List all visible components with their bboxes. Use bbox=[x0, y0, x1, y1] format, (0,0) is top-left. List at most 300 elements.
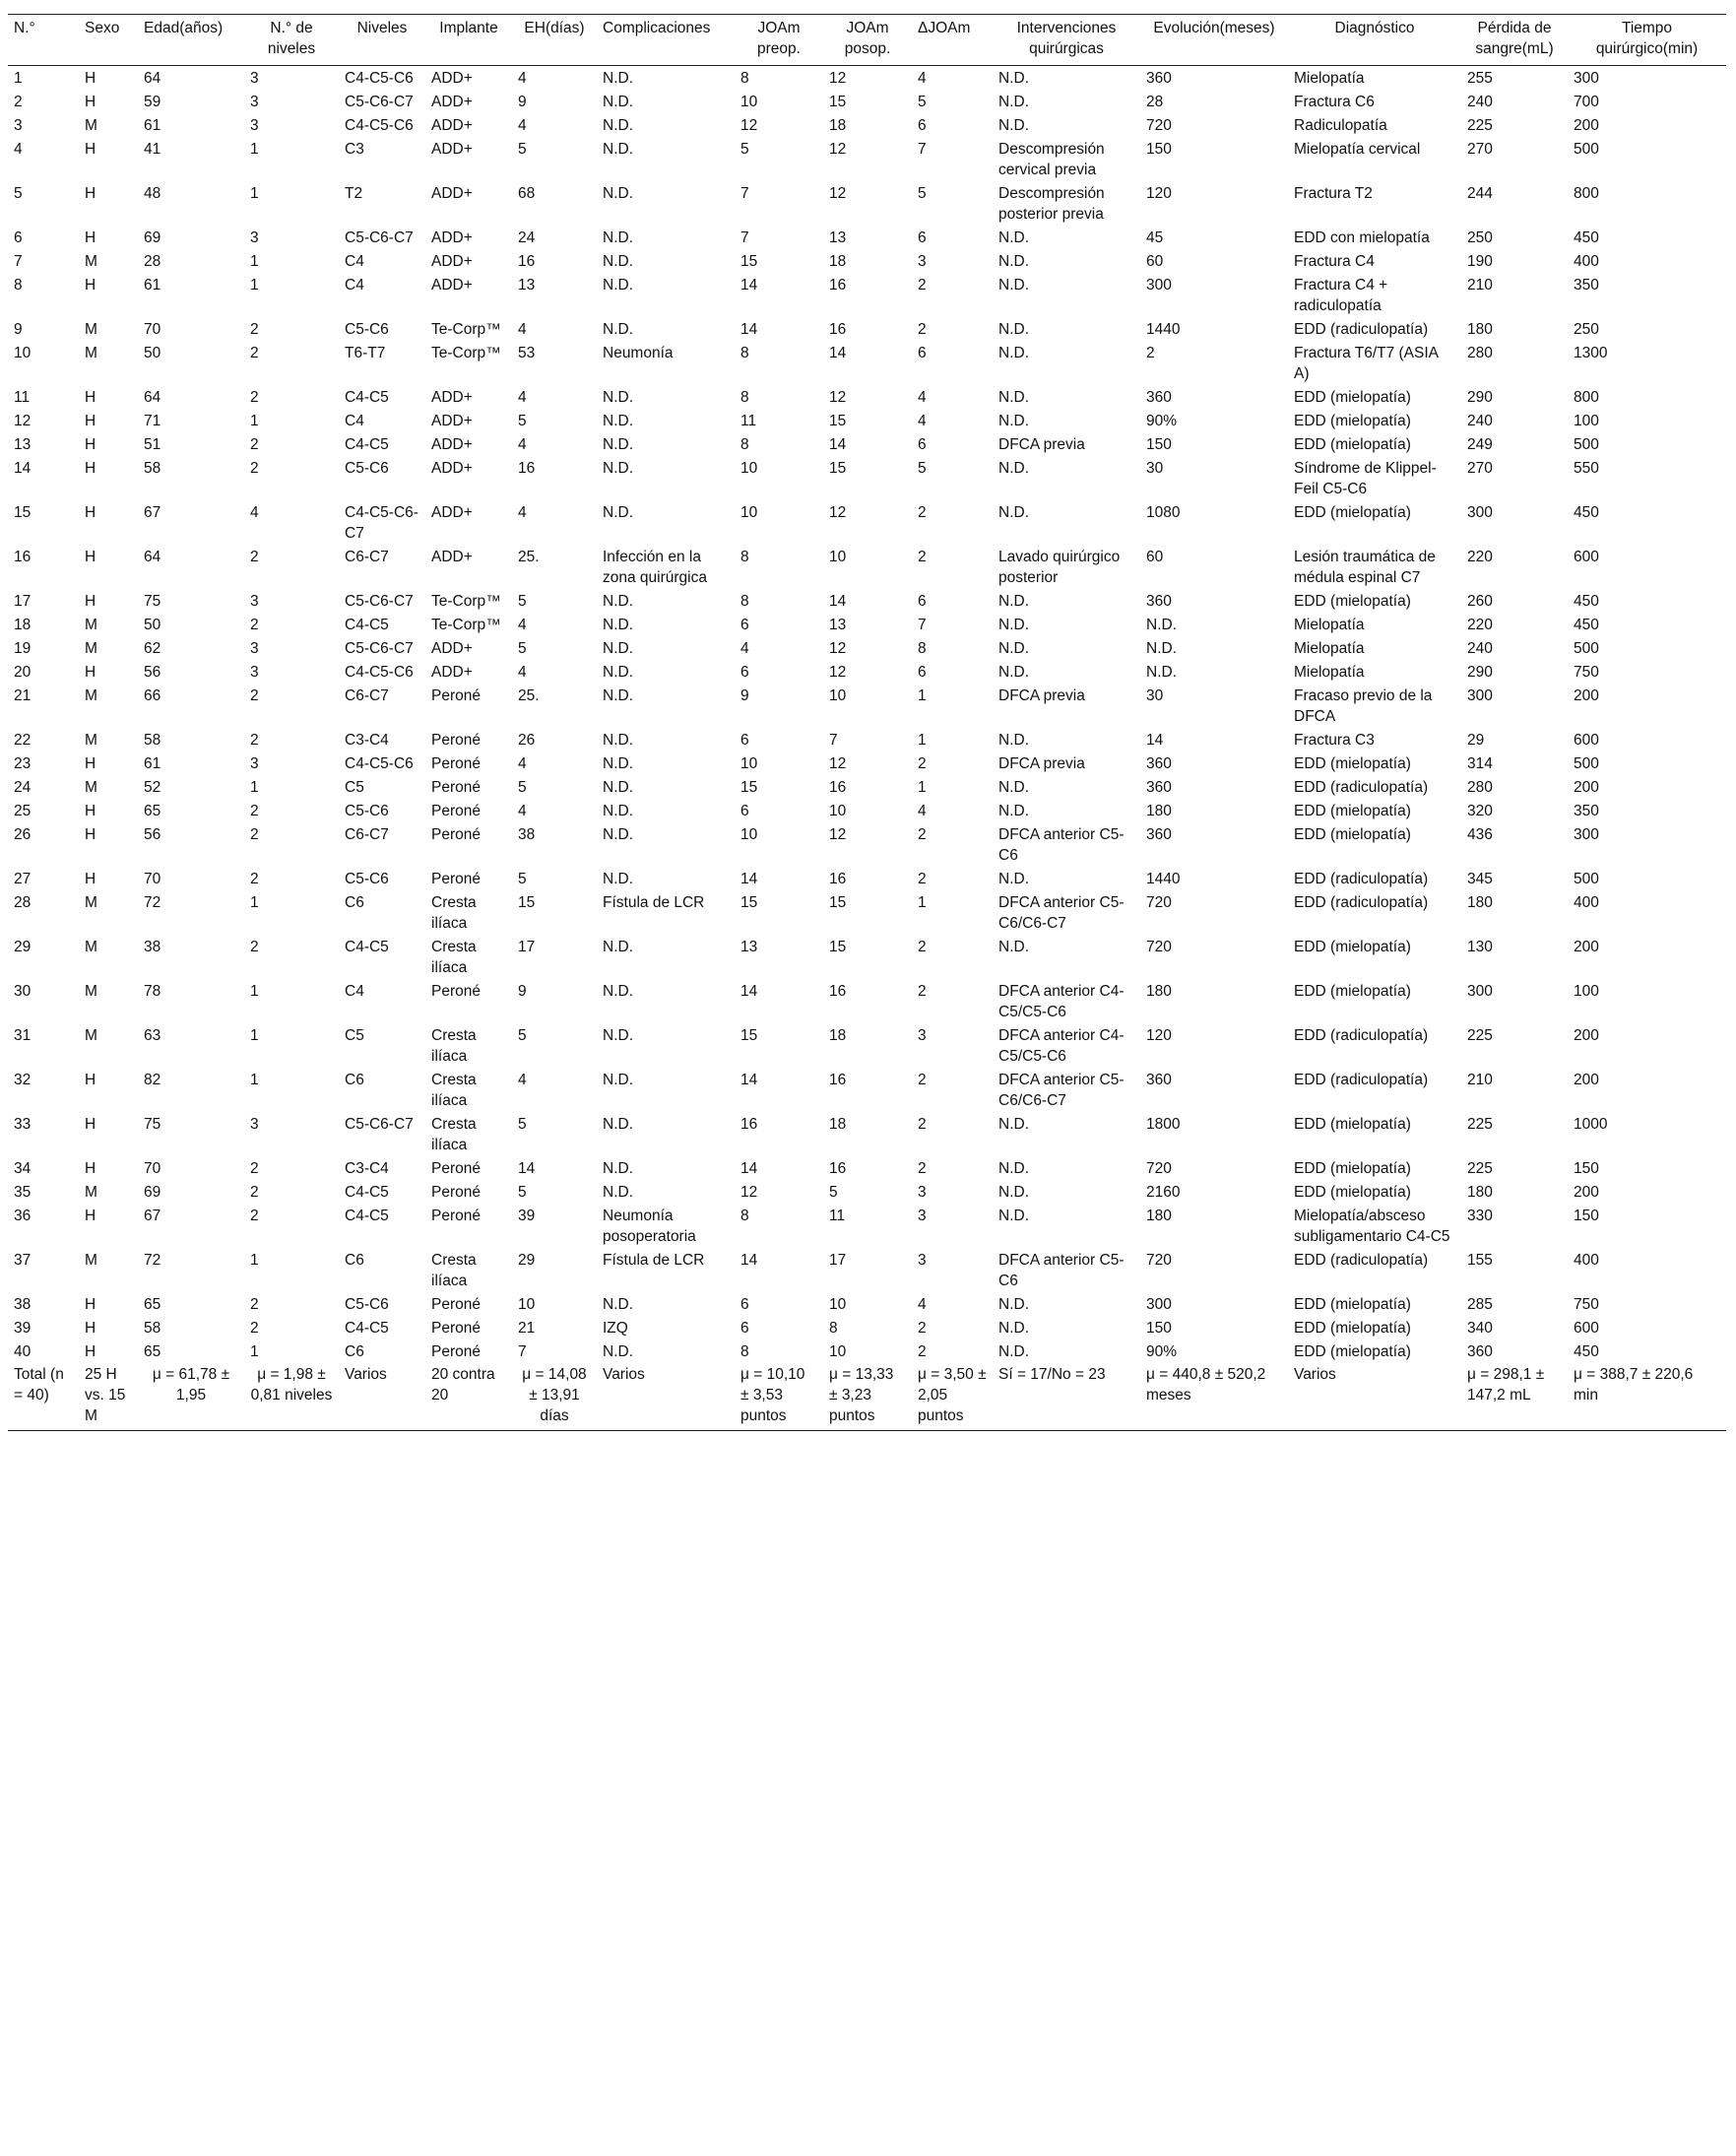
table-cell: 14 bbox=[740, 871, 758, 887]
table-cell: 240 bbox=[1467, 94, 1493, 110]
table-cell: 2 bbox=[250, 1296, 259, 1313]
table-cell: N.D. bbox=[998, 1160, 1029, 1177]
total-cell: Varios bbox=[1288, 1363, 1461, 1431]
table-cell: 8 bbox=[740, 1208, 749, 1224]
table-cell: H bbox=[85, 413, 96, 429]
table-cell: 210 bbox=[1467, 277, 1493, 294]
table-cell: 800 bbox=[1574, 185, 1599, 202]
table-cell: 38 bbox=[144, 939, 161, 955]
table-cell: 8 bbox=[740, 70, 749, 87]
table-cell: 6 bbox=[918, 436, 927, 453]
table-cell: 28 bbox=[1146, 94, 1164, 110]
table-cell: Mielopatía cervical bbox=[1294, 141, 1421, 158]
table-cell: 33 bbox=[14, 1116, 32, 1133]
table-cell: 150 bbox=[1146, 1320, 1172, 1337]
table-cell: 200 bbox=[1574, 1027, 1599, 1044]
table-cell: N.D. bbox=[603, 593, 633, 610]
table-cell: C4-C5-C6-C7 bbox=[345, 504, 418, 542]
table-cell: 2 bbox=[250, 345, 259, 361]
table-cell: ADD+ bbox=[431, 413, 473, 429]
table-cell: H bbox=[85, 549, 96, 565]
table-cell: 36 bbox=[14, 1208, 32, 1224]
table-cell: 4 bbox=[518, 1072, 527, 1088]
table-cell: Mielopatía bbox=[1294, 640, 1365, 657]
table-cell: 1440 bbox=[1146, 871, 1181, 887]
table-cell: 10 bbox=[740, 755, 758, 772]
table-cell: EDD (mielopatía) bbox=[1294, 1116, 1411, 1133]
table-cell: M bbox=[85, 617, 97, 633]
table-cell: EDD (radiculopatía) bbox=[1294, 894, 1429, 911]
table-cell: C5 bbox=[345, 779, 364, 796]
table-cell: DFCA previa bbox=[998, 436, 1085, 453]
table-cell: 12 bbox=[829, 141, 847, 158]
table-cell: 10 bbox=[740, 94, 758, 110]
table-cell: 17 bbox=[518, 939, 536, 955]
table-cell: 2 bbox=[918, 1320, 927, 1337]
table-cell: 3 bbox=[250, 640, 259, 657]
table-cell: 255 bbox=[1467, 70, 1493, 87]
table-cell: ADD+ bbox=[431, 117, 473, 134]
table-cell: 150 bbox=[1574, 1160, 1599, 1177]
table-cell: 31 bbox=[14, 1027, 32, 1044]
table-cell: 10 bbox=[829, 803, 847, 819]
table-cell: ADD+ bbox=[431, 70, 473, 87]
table-cell: 8 bbox=[740, 593, 749, 610]
table-cell: 2 bbox=[250, 389, 259, 406]
table-cell: M bbox=[85, 894, 97, 911]
table-cell: 11 bbox=[14, 389, 31, 406]
table-cell: 3 bbox=[250, 94, 259, 110]
table-cell: Fractura C4 + radiculopatía bbox=[1294, 277, 1388, 314]
table-cell: 19 bbox=[14, 640, 32, 657]
total-cell: μ = 3,50 ± 2,05 puntos bbox=[912, 1363, 993, 1431]
table-cell: 67 bbox=[144, 1208, 161, 1224]
total-cell: Varios bbox=[597, 1363, 735, 1431]
table-cell: 67 bbox=[144, 504, 161, 521]
table-cell: N.D. bbox=[998, 617, 1029, 633]
table-cell: 10 bbox=[829, 1343, 847, 1360]
total-cell: μ = 298,1 ± 147,2 mL bbox=[1461, 1363, 1568, 1431]
table-cell: DFCA previa bbox=[998, 755, 1085, 772]
table-cell: N.D. bbox=[998, 504, 1029, 521]
total-cell: μ = 1,98 ± 0,81 niveles bbox=[244, 1363, 339, 1431]
table-cell: 2 bbox=[918, 504, 927, 521]
table-cell: N.D. bbox=[603, 1343, 633, 1360]
table-cell: 4 bbox=[518, 321, 527, 338]
table-cell: 2 bbox=[14, 94, 23, 110]
table-cell: Peroné bbox=[431, 732, 481, 749]
table-cell: C6 bbox=[345, 894, 364, 911]
table-cell: 12 bbox=[740, 1184, 758, 1201]
table-cell: 220 bbox=[1467, 549, 1493, 565]
table-row bbox=[8, 1112, 1726, 1156]
table-cell: Peroné bbox=[431, 1320, 481, 1337]
table-cell: 270 bbox=[1467, 460, 1493, 477]
table-cell: 10 bbox=[740, 826, 758, 843]
table-cell: 3 bbox=[918, 253, 927, 270]
table-cell: N.D. bbox=[998, 640, 1029, 657]
table-cell: 18 bbox=[14, 617, 32, 633]
table-cell: Peroné bbox=[431, 1184, 481, 1201]
table-cell: 180 bbox=[1467, 1184, 1493, 1201]
table-cell: C6-C7 bbox=[345, 687, 389, 704]
table-cell: EDD (mielopatía) bbox=[1294, 413, 1411, 429]
table-cell: Fístula de LCR bbox=[603, 1252, 705, 1269]
table-cell: 5 bbox=[518, 779, 527, 796]
table-cell: C5-C6-C7 bbox=[345, 229, 414, 246]
table-cell: 1 bbox=[250, 894, 259, 911]
table-cell: EDD con mielopatía bbox=[1294, 229, 1430, 246]
table-cell: 10 bbox=[740, 504, 758, 521]
table-cell: Peroné bbox=[431, 1160, 481, 1177]
table-cell: 3 bbox=[918, 1252, 927, 1269]
table-cell: 6 bbox=[918, 664, 927, 681]
table-row bbox=[8, 1339, 1726, 1363]
table-cell: C5-C6 bbox=[345, 460, 389, 477]
table-cell: 17 bbox=[829, 1252, 847, 1269]
table-cell: 340 bbox=[1467, 1320, 1493, 1337]
table-cell: 190 bbox=[1467, 253, 1493, 270]
table-row bbox=[8, 317, 1726, 341]
table-cell: 8 bbox=[740, 345, 749, 361]
table-row bbox=[8, 66, 1726, 91]
table-cell: 5 bbox=[518, 640, 527, 657]
table-cell: 2 bbox=[1146, 345, 1155, 361]
table-cell: 16 bbox=[518, 460, 536, 477]
column-header: Pérdida de sangre(mL) bbox=[1461, 15, 1568, 66]
table-cell: 1 bbox=[250, 983, 259, 1000]
table-cell: 25 bbox=[14, 803, 32, 819]
column-header: Tiempo quirúrgico(min) bbox=[1568, 15, 1726, 66]
table-cell: C5-C6 bbox=[345, 803, 389, 819]
table-cell: 72 bbox=[144, 894, 161, 911]
table-cell: C4-C5 bbox=[345, 389, 389, 406]
table-cell: M bbox=[85, 1027, 97, 1044]
table-row bbox=[8, 1156, 1726, 1180]
table-cell: 220 bbox=[1467, 617, 1493, 633]
table-cell: 16 bbox=[829, 277, 847, 294]
table-cell: Lavado quirúrgico posterior bbox=[998, 549, 1121, 586]
table-cell: 500 bbox=[1574, 640, 1599, 657]
table-cell: 350 bbox=[1574, 277, 1599, 294]
table-cell: 58 bbox=[144, 1320, 161, 1337]
table-cell: H bbox=[85, 1208, 96, 1224]
table-cell: 3 bbox=[250, 1116, 259, 1133]
column-header: Sexo bbox=[79, 15, 138, 66]
column-header: Complicaciones bbox=[597, 15, 735, 66]
table-cell: 24 bbox=[14, 779, 32, 796]
table-cell: N.D. bbox=[603, 436, 633, 453]
table-cell: DFCA previa bbox=[998, 687, 1085, 704]
table-cell: 280 bbox=[1467, 779, 1493, 796]
table-cell: N.D. bbox=[603, 229, 633, 246]
table-cell: 720 bbox=[1146, 1252, 1172, 1269]
table-cell: N.D. bbox=[998, 1184, 1029, 1201]
table-cell: 360 bbox=[1146, 826, 1172, 843]
table-cell: 41 bbox=[144, 141, 161, 158]
total-row bbox=[8, 1363, 1726, 1431]
table-cell: M bbox=[85, 1184, 97, 1201]
table-cell: Cresta ilíaca bbox=[431, 1252, 477, 1289]
table-cell: H bbox=[85, 1116, 96, 1133]
table-cell: H bbox=[85, 755, 96, 772]
table-cell: 249 bbox=[1467, 436, 1493, 453]
table-row bbox=[8, 589, 1726, 613]
table-cell: N.D. bbox=[603, 70, 633, 87]
table-cell: N.D. bbox=[998, 70, 1029, 87]
table-cell: 200 bbox=[1574, 1184, 1599, 1201]
table-cell: 320 bbox=[1467, 803, 1493, 819]
table-cell: N.D. bbox=[998, 593, 1029, 610]
column-header: N.° bbox=[8, 15, 79, 66]
table-cell: 450 bbox=[1574, 593, 1599, 610]
table-cell: 15 bbox=[740, 894, 758, 911]
table-cell: EDD (mielopatía) bbox=[1294, 389, 1411, 406]
table-cell: 4 bbox=[918, 803, 927, 819]
table-cell: EDD (radiculopatía) bbox=[1294, 871, 1429, 887]
table-cell: 5 bbox=[918, 460, 927, 477]
table-cell: N.D. bbox=[603, 253, 633, 270]
table-cell: EDD (mielopatía) bbox=[1294, 826, 1411, 843]
table-cell: 15 bbox=[829, 94, 847, 110]
table-cell: 64 bbox=[144, 70, 161, 87]
table-cell: N.D. bbox=[1146, 640, 1177, 657]
table-cell: N.D. bbox=[998, 732, 1029, 749]
table-cell: 65 bbox=[144, 803, 161, 819]
table-cell: 700 bbox=[1574, 94, 1599, 110]
table-cell: 2 bbox=[250, 321, 259, 338]
table-cell: 1 bbox=[250, 1252, 259, 1269]
table-body bbox=[8, 66, 1726, 1431]
table-row bbox=[8, 728, 1726, 751]
table-cell: 60 bbox=[1146, 253, 1164, 270]
table-cell: 24 bbox=[518, 229, 536, 246]
table-cell: 12 bbox=[14, 413, 32, 429]
table-cell: 150 bbox=[1146, 141, 1172, 158]
table-cell: 30 bbox=[14, 983, 32, 1000]
table-cell: 360 bbox=[1146, 593, 1172, 610]
table-cell: Peroné bbox=[431, 1296, 481, 1313]
table-row bbox=[8, 273, 1726, 317]
table-cell: N.D. bbox=[603, 1296, 633, 1313]
table-cell: 1 bbox=[250, 253, 259, 270]
table-cell: EDD (radiculopatía) bbox=[1294, 779, 1429, 796]
table-cell: 180 bbox=[1146, 803, 1172, 819]
table-cell: N.D. bbox=[998, 229, 1029, 246]
table-cell: 450 bbox=[1574, 229, 1599, 246]
table-cell: EDD (mielopatía) bbox=[1294, 983, 1411, 1000]
table-cell: Síndrome de Klippel-Feil C5-C6 bbox=[1294, 460, 1437, 497]
table-cell: 40 bbox=[14, 1343, 32, 1360]
table-cell: 2 bbox=[918, 826, 927, 843]
table-cell: Fractura T2 bbox=[1294, 185, 1373, 202]
table-cell: 9 bbox=[518, 983, 527, 1000]
table-cell: 56 bbox=[144, 826, 161, 843]
table-cell: H bbox=[85, 141, 96, 158]
table-cell: 38 bbox=[518, 826, 536, 843]
table-cell: 800 bbox=[1574, 389, 1599, 406]
table-cell: 4 bbox=[518, 803, 527, 819]
table-cell: 1 bbox=[250, 1343, 259, 1360]
table-cell: N.D. bbox=[603, 504, 633, 521]
table-cell: EDD (mielopatía) bbox=[1294, 504, 1411, 521]
table-cell: 61 bbox=[144, 755, 161, 772]
table-cell: 14 bbox=[740, 1252, 758, 1269]
table-cell: 18 bbox=[829, 1027, 847, 1044]
table-cell: C4-C5 bbox=[345, 1320, 389, 1337]
table-cell: N.D. bbox=[603, 732, 633, 749]
table-cell: N.D. bbox=[603, 687, 633, 704]
table-cell: 10 bbox=[740, 460, 758, 477]
table-cell: C3-C4 bbox=[345, 732, 389, 749]
table-row bbox=[8, 500, 1726, 545]
total-cell: 20 contra 20 bbox=[425, 1363, 512, 1431]
column-header: Evolución(meses) bbox=[1140, 15, 1288, 66]
table-row bbox=[8, 822, 1726, 867]
table-cell: 12 bbox=[829, 389, 847, 406]
total-cell: μ = 13,33 ± 3,23 puntos bbox=[823, 1363, 912, 1431]
table-cell: 270 bbox=[1467, 141, 1493, 158]
table-cell: 14 bbox=[829, 345, 847, 361]
table-cell: N.D. bbox=[603, 871, 633, 887]
table-cell: 1 bbox=[250, 185, 259, 202]
table-cell: 15 bbox=[829, 939, 847, 955]
table-cell: 155 bbox=[1467, 1252, 1493, 1269]
table-cell: C4-C5 bbox=[345, 617, 389, 633]
column-header: Niveles bbox=[339, 15, 425, 66]
table-cell: H bbox=[85, 1072, 96, 1088]
table-cell: H bbox=[85, 70, 96, 87]
total-cell: 25 H vs. 15 M bbox=[79, 1363, 138, 1431]
table-row bbox=[8, 456, 1726, 500]
table-cell: 100 bbox=[1574, 413, 1599, 429]
table-cell: N.D. bbox=[998, 321, 1029, 338]
table-row bbox=[8, 90, 1726, 113]
table-cell: 2 bbox=[918, 1072, 927, 1088]
table-cell: N.D. bbox=[603, 185, 633, 202]
table-cell: 21 bbox=[518, 1320, 536, 1337]
table-cell: C5-C6-C7 bbox=[345, 94, 414, 110]
table-cell: 75 bbox=[144, 1116, 161, 1133]
table-cell: 290 bbox=[1467, 664, 1493, 681]
table-cell: N.D. bbox=[603, 755, 633, 772]
table-cell: Fractura C3 bbox=[1294, 732, 1375, 749]
table-cell: 13 bbox=[829, 617, 847, 633]
table-cell: DFCA anterior C5-C6 bbox=[998, 1252, 1125, 1289]
table-cell: 15 bbox=[14, 504, 32, 521]
table-cell: 4 bbox=[518, 70, 527, 87]
table-cell: 63 bbox=[144, 1027, 161, 1044]
table-cell: EDD (radiculopatía) bbox=[1294, 321, 1429, 338]
table-cell: Descompresión posterior previa bbox=[998, 185, 1105, 223]
table-cell: 5 bbox=[518, 1184, 527, 1201]
table-cell: 130 bbox=[1467, 939, 1493, 955]
column-header: Edad(años) bbox=[138, 15, 244, 66]
table-row bbox=[8, 890, 1726, 935]
total-cell: Varios bbox=[339, 1363, 425, 1431]
table-cell: 68 bbox=[518, 185, 536, 202]
table-cell: 6 bbox=[14, 229, 23, 246]
total-cell: Total (n = 40) bbox=[8, 1363, 79, 1431]
table-cell: N.D. bbox=[603, 826, 633, 843]
table-cell: 360 bbox=[1146, 1072, 1172, 1088]
table-cell: Peroné bbox=[431, 983, 481, 1000]
table-cell: 16 bbox=[829, 871, 847, 887]
table-row bbox=[8, 181, 1726, 226]
table-cell: 11 bbox=[740, 413, 757, 429]
table-cell: 2 bbox=[250, 1160, 259, 1177]
table-cell: M bbox=[85, 939, 97, 955]
table-cell: 2 bbox=[250, 939, 259, 955]
table-cell: 8 bbox=[918, 640, 927, 657]
table-cell: H bbox=[85, 504, 96, 521]
table-cell: 260 bbox=[1467, 593, 1493, 610]
table-cell: N.D. bbox=[603, 389, 633, 406]
table-cell: C4-C5 bbox=[345, 939, 389, 955]
table-cell: N.D. bbox=[998, 345, 1029, 361]
table-cell: 300 bbox=[1146, 277, 1172, 294]
table-cell: 5 bbox=[518, 871, 527, 887]
table-row bbox=[8, 341, 1726, 385]
column-header: JOAm preop. bbox=[735, 15, 823, 66]
table-cell: N.D. bbox=[998, 253, 1029, 270]
table-cell: N.D. bbox=[603, 117, 633, 134]
table-cell: EDD (mielopatía) bbox=[1294, 593, 1411, 610]
table-cell: ADD+ bbox=[431, 229, 473, 246]
table-cell: Te-Corp™ bbox=[431, 345, 501, 361]
table-cell: 2160 bbox=[1146, 1184, 1181, 1201]
table-row bbox=[8, 867, 1726, 890]
table-cell: 16 bbox=[740, 1116, 758, 1133]
table-cell: 4 bbox=[518, 617, 527, 633]
table-cell: N.D. bbox=[603, 617, 633, 633]
table-cell: 5 bbox=[518, 141, 527, 158]
table-row bbox=[8, 249, 1726, 273]
table-row bbox=[8, 613, 1726, 636]
table-cell: 13 bbox=[518, 277, 536, 294]
table-cell: N.D. bbox=[998, 664, 1029, 681]
table-cell: EDD (mielopatía) bbox=[1294, 436, 1411, 453]
table-cell: 250 bbox=[1467, 229, 1493, 246]
table-cell: 14 bbox=[740, 277, 758, 294]
table-cell: C4-C5-C6 bbox=[345, 70, 414, 87]
table-row bbox=[8, 409, 1726, 432]
table-cell: 12 bbox=[829, 70, 847, 87]
table-cell: 6 bbox=[740, 664, 749, 681]
table-cell: 2 bbox=[918, 983, 927, 1000]
table-cell: 200 bbox=[1574, 117, 1599, 134]
table-cell: N.D. bbox=[998, 389, 1029, 406]
table-cell: 7 bbox=[829, 732, 838, 749]
table-cell: 51 bbox=[144, 436, 161, 453]
table-cell: M bbox=[85, 983, 97, 1000]
table-cell: H bbox=[85, 664, 96, 681]
table-cell: 2 bbox=[250, 617, 259, 633]
table-cell: 3 bbox=[250, 229, 259, 246]
table-cell: 45 bbox=[1146, 229, 1164, 246]
table-cell: N.D. bbox=[998, 94, 1029, 110]
table-cell: 285 bbox=[1467, 1296, 1493, 1313]
table-cell: 14 bbox=[740, 1160, 758, 1177]
column-header: Intervenciones quirúrgicas bbox=[993, 15, 1140, 66]
table-cell: Neumonía bbox=[603, 345, 674, 361]
table-cell: 450 bbox=[1574, 617, 1599, 633]
table-cell: 1800 bbox=[1146, 1116, 1181, 1133]
table-cell: DFCA anterior C4-C5/C5-C6 bbox=[998, 1027, 1125, 1065]
column-header: EH(días) bbox=[512, 15, 597, 66]
table-cell: 3 bbox=[250, 117, 259, 134]
table-cell: 2 bbox=[250, 436, 259, 453]
